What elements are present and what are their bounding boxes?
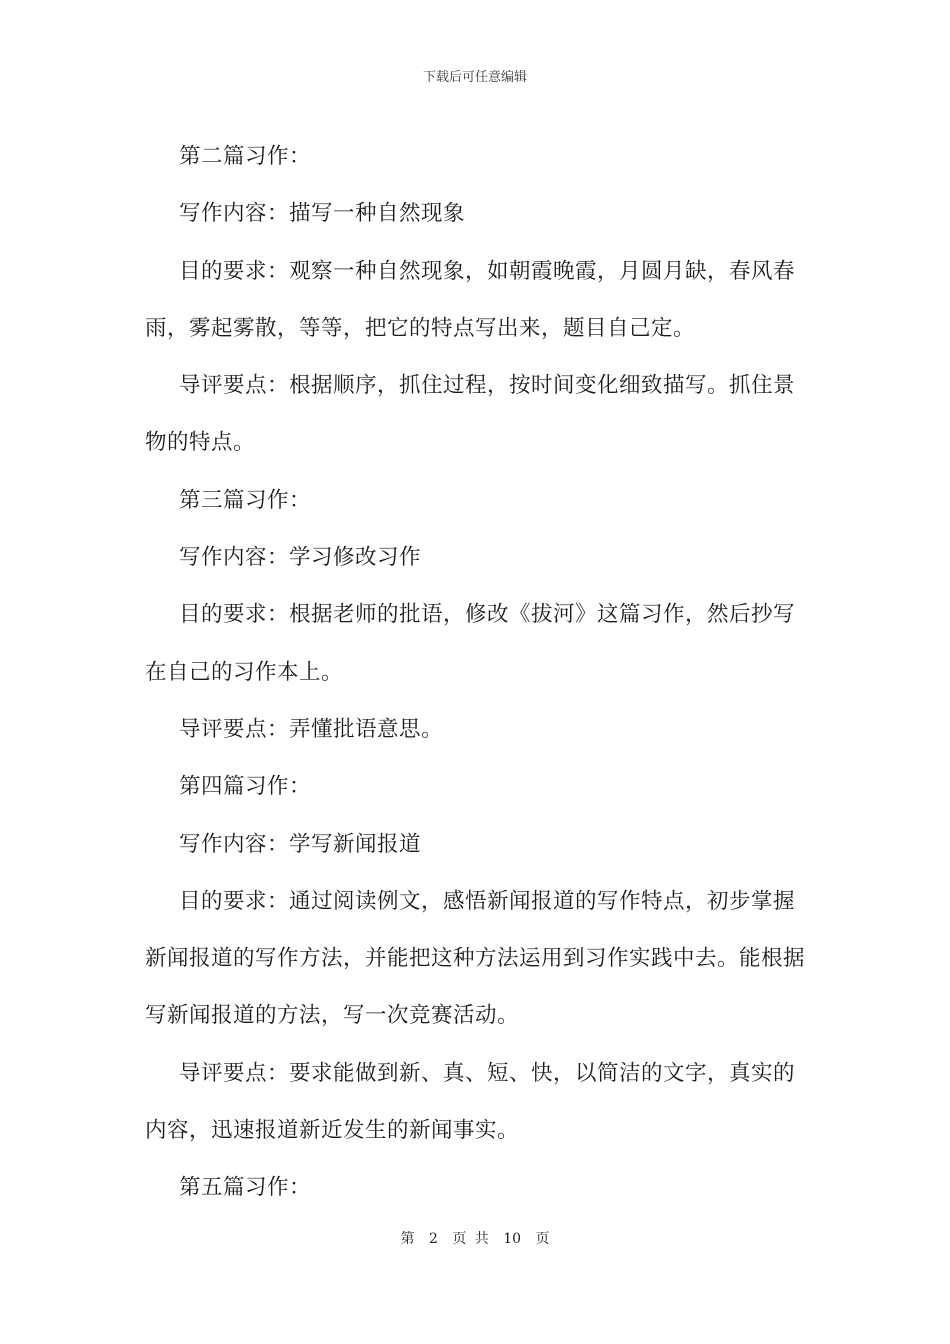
footer-middle: 页 共 <box>452 1231 489 1247</box>
paragraph-content-2: 写作内容：描写一种自然现象 <box>179 201 466 227</box>
heading-essay-3: 第三篇习作： <box>179 487 312 513</box>
paragraph-content-4: 写作内容：学写新闻报道 <box>179 831 422 857</box>
page-footer <box>0 1228 950 1248</box>
heading-essay-4: 第四篇习作： <box>179 774 312 800</box>
footer-total-pages: 10 <box>503 1231 522 1247</box>
footer-suffix: 页 <box>535 1231 550 1247</box>
footer-page-number: 2 <box>428 1231 438 1247</box>
paragraph-content-3: 写作内容：学习修改习作 <box>179 545 422 571</box>
paragraph-review-4: 导评要点：要求能做到新、真、短、快，以简洁的文字，真实的内容，迅速报道新近发生的新闻事实。 <box>145 1060 796 1144</box>
page-header: 下载后可任意编辑 <box>422 70 527 85</box>
paragraph-requirements-4: 目的要求：通过阅读例文，感悟新闻报道的写作特点，初步掌握新闻报道的写作方法，并能把这种方法运用到习作实践中去。能根据写新闻报道的方法，写一次竞赛活动。 <box>145 888 806 1029</box>
footer-prefix: 第 <box>400 1231 415 1247</box>
paragraph-requirements-2: 目的要求：观察一种自然现象，如朝霞晚霞，月圆月缺，春风春雨，雾起雾散，等等，把它的特点写出来，题目自己定。 <box>145 258 796 341</box>
document-body <box>145 128 810 1217</box>
heading-essay-5: 第五篇习作： <box>179 1175 312 1201</box>
paragraph-review-2: 导评要点：根据顺序，抓住过程，按时间变化细致描写。抓住景物的特点。 <box>145 373 796 456</box>
heading-essay-2: 第二篇习作： <box>179 144 312 169</box>
paragraph-requirements-3: 目的要求：根据老师的批语，修改《拔河》这篇习作，然后抄写在自己的习作本上。 <box>145 602 796 685</box>
paragraph-review-3: 导评要点：弄懂批语意思。 <box>179 716 444 742</box>
